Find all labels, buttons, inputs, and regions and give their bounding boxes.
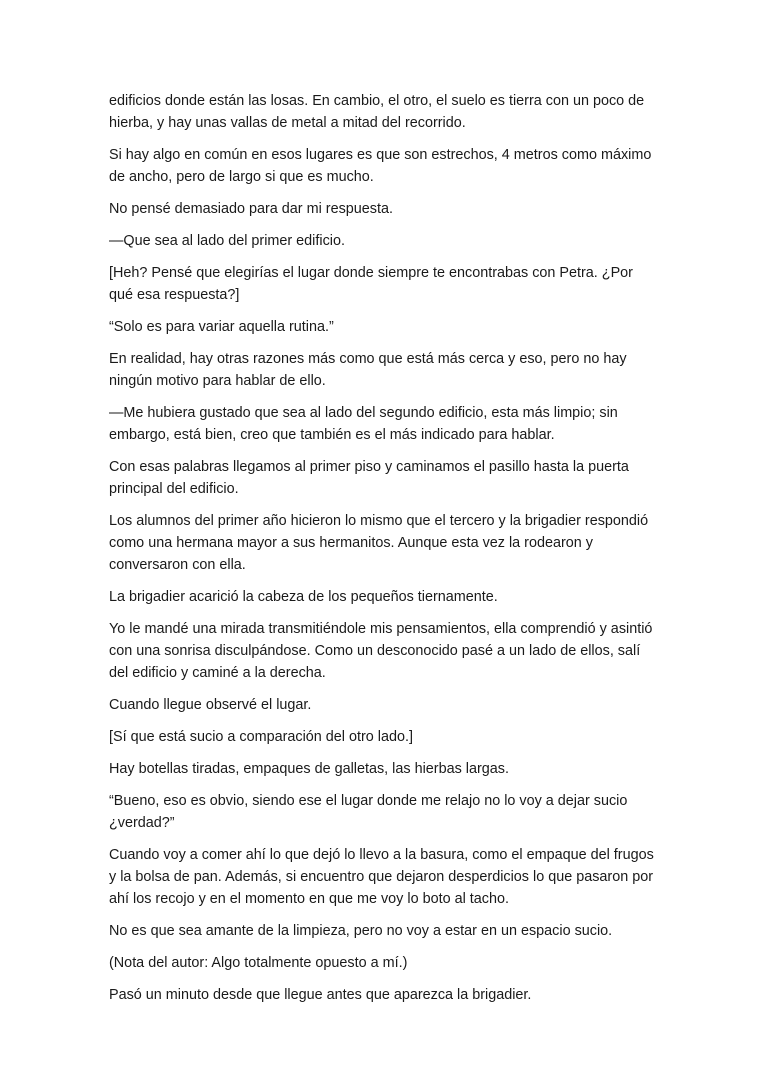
paragraph: [Sí que está sucio a comparación del otro lado.] [109,729,413,745]
paragraph: edificios donde están las losas. En cambio, el otro, el suelo es tierra con un poco de hierba, y hay unas vallas de metal a mitad del recorrido. [109,93,645,131]
paragraph: No pensé demasiado para dar mi respuesta. [109,201,393,217]
paragraph: En realidad, hay otras razones más como que está más cerca y eso, pero no hay ningún motivo para hablar de ello. [109,351,627,389]
paragraph: No es que sea amante de la limpieza, pero no voy a estar en un espacio sucio. [109,923,613,939]
page-body [109,90,657,1016]
paragraph: Yo le mandé una mirada transmitiéndole mis pensamientos, ella comprendió y asintió con una sonrisa disculpándose. Como un desconocido pasé a un lado de ellos, salí del edificio y caminé a la derecha. [109,621,653,681]
paragraph: Cuando voy a comer ahí lo que dejó lo llevo a la basura, como el empaque del frugos y la bolsa de pan. Además, si encuentro que dejaron desperdicios lo que pasaron por ahí los recojo y en el momento en que me voy lo boto al tacho. [109,847,654,907]
paragraph: —Me hubiera gustado que sea al lado del segundo edificio, esta más limpio; sin embargo, está bien, creo que también es el más indicado para hablar. [109,405,618,443]
paragraph: (Nota del autor: Algo totalmente opuesto a mí.) [109,955,408,971]
paragraph: “Solo es para variar aquella rutina.” [109,319,334,335]
paragraph: Los alumnos del primer año hicieron lo mismo que el tercero y la brigadier respondió como una hermana mayor a sus hermanitos. Aunque esta vez la rodearon y conversaron con ella. [109,513,649,573]
paragraph: Si hay algo en común en esos lugares es que son estrechos, 4 metros como máximo de ancho, pero de largo si que es mucho. [109,147,652,185]
paragraph: Cuando llegue observé el lugar. [109,697,312,713]
paragraph: “Bueno, eso es obvio, siendo ese el lugar donde me relajo no lo voy a dejar sucio ¿verdad?” [109,793,628,831]
paragraph: —Que sea al lado del primer edificio. [109,233,345,249]
paragraph: Con esas palabras llegamos al primer piso y caminamos el pasillo hasta la puerta principal del edificio. [109,459,629,497]
paragraph: La brigadier acarició la cabeza de los pequeños tiernamente. [109,589,498,605]
paragraph: Hay botellas tiradas, empaques de galletas, las hierbas largas. [109,761,509,777]
paragraph: [Heh? Pensé que elegirías el lugar donde siempre te encontrabas con Petra. ¿Por qué esa respuesta?] [109,265,633,303]
paragraph: Pasó un minuto desde que llegue antes que aparezca la brigadier. [109,987,532,1003]
